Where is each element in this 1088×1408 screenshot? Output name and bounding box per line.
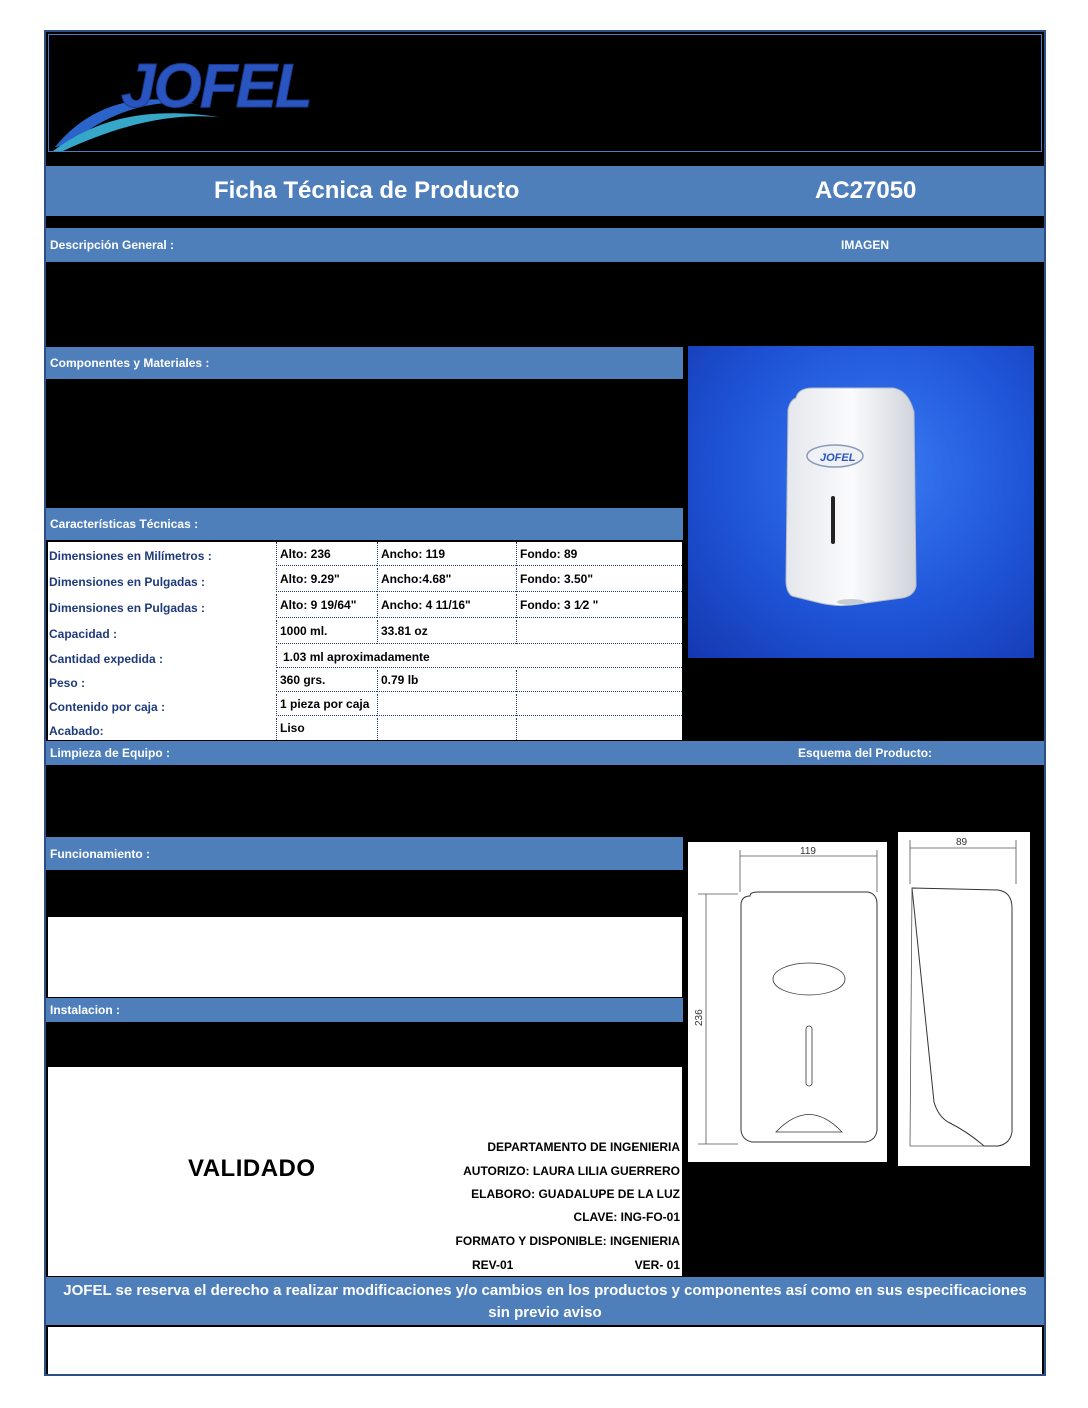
table-row: [48, 646, 682, 670]
section-esquema: Esquema del Producto:: [798, 746, 933, 760]
spec-cell: [516, 670, 682, 692]
table-row: [48, 620, 682, 646]
table-row: [48, 670, 682, 694]
footer-blank: [48, 1327, 1042, 1374]
table-row: [48, 568, 682, 594]
spec-label: Dimensiones en Milímetros :: [49, 549, 212, 563]
validation-line: DEPARTAMENTO DE INGENIERIA: [487, 1140, 680, 1154]
table-row: [48, 594, 682, 620]
spec-cell: Fondo: 89: [516, 542, 682, 566]
spec-cell: 1.03 ml aproximadamente: [276, 646, 682, 668]
validation-line: ELABORO: GUADALUPE DE LA LUZ: [471, 1187, 680, 1201]
table-row: [48, 694, 682, 718]
schematic-front: [688, 842, 887, 1162]
spec-cell: Alto: 9.29": [276, 568, 377, 592]
spec-cell: 360 grs.: [276, 670, 377, 692]
spec-cell: Ancho:4.68": [377, 568, 516, 592]
spec-label: Acabado:: [49, 724, 104, 738]
spec-cell: [516, 620, 682, 644]
section-componentes: [46, 347, 683, 379]
instalacion-content: [48, 1023, 682, 1067]
ver-label: VER- 01: [634, 1258, 680, 1272]
title-bar: [46, 166, 1044, 216]
validado-stamp: VALIDADO: [188, 1155, 316, 1182]
page-title: Ficha Técnica de Producto: [214, 177, 520, 204]
spec-cell: [516, 718, 682, 740]
spec-cell: Liso: [276, 718, 377, 740]
product-code: AC27050: [815, 177, 917, 204]
photo-logo-text: JOFEL: [820, 452, 856, 464]
spec-cell: 33.81 oz: [377, 620, 516, 644]
section-instalacion: [46, 998, 683, 1022]
spec-cell: Fondo: 3 1⁄2 ": [516, 594, 682, 618]
funcionamiento-blank: [48, 917, 682, 997]
componentes-content: [48, 381, 682, 507]
spec-label: Contenido por caja :: [49, 700, 166, 714]
spec-label: Capacidad :: [49, 627, 118, 641]
product-image: [688, 346, 1034, 658]
dispenser-photo: [688, 346, 1034, 658]
table-row: [48, 542, 682, 568]
spec-cell: 1 pieza por caja: [276, 694, 377, 716]
descripcion-content: [48, 264, 682, 346]
section-imagen: IMAGEN: [841, 238, 889, 252]
section-label: Limpieza de Equipo :: [50, 746, 171, 760]
width-dimension: 119: [800, 846, 816, 857]
spec-cell: Ancho: 119: [377, 542, 516, 566]
spec-cell: Ancho: 4 11/16": [377, 594, 516, 618]
validation-line: CLAVE: ING-FO-01: [573, 1210, 680, 1224]
section-funcionamiento: [46, 837, 683, 870]
rev-label: REV-01: [472, 1258, 514, 1272]
jofel-logo: [49, 35, 349, 153]
spec-cell: [516, 694, 682, 716]
validation-area: [48, 1067, 682, 1276]
section-caracteristicas: [46, 508, 683, 540]
spec-cell: [377, 694, 516, 716]
section-descripcion: [46, 228, 1044, 262]
validation-line: FORMATO Y DISPONIBLE: INGENIERIA: [455, 1234, 680, 1248]
depth-dimension: 89: [956, 837, 968, 848]
disclaimer-text: JOFEL se reserva el derecho a realizar modificaciones y/o cambios en los productos y componentes así como en sus especificaciones sin previo aviso: [63, 1282, 1027, 1321]
limpieza-content: [48, 767, 682, 836]
table-row: [48, 718, 682, 740]
spec-cell: Alto: 236: [276, 542, 377, 566]
section-label: Funcionamiento :: [50, 846, 150, 861]
header-area: [48, 34, 1042, 152]
schematic-side: [898, 832, 1030, 1166]
height-dimension: 236: [694, 1009, 705, 1026]
section-label: Descripción General :: [50, 238, 175, 252]
spec-label: Dimensiones en Pulgadas :: [49, 575, 206, 589]
funcionamiento-content: [48, 872, 682, 916]
spec-cell: Alto: 9 19/64": [276, 594, 377, 618]
logo-text: JOFEL: [121, 52, 311, 121]
spec-label: Peso :: [49, 676, 86, 690]
section-label: Características Técnicas :: [50, 517, 199, 531]
spec-label: Dimensiones en Pulgadas :: [49, 601, 206, 615]
spec-cell: 0.79 lb: [377, 670, 516, 692]
validation-line: AUTORIZO: LAURA LILIA GUERRERO: [463, 1164, 680, 1178]
disclaimer-bar: [46, 1277, 1044, 1325]
spec-label: Cantidad expedida :: [49, 652, 164, 666]
specs-table: [48, 542, 682, 740]
section-label: Instalacion :: [50, 1003, 121, 1017]
spec-cell: Fondo: 3.50": [516, 568, 682, 592]
spec-cell: [377, 718, 516, 740]
spec-cell: 1000 ml.: [276, 620, 377, 644]
section-label: Componentes y Materiales :: [50, 356, 210, 370]
